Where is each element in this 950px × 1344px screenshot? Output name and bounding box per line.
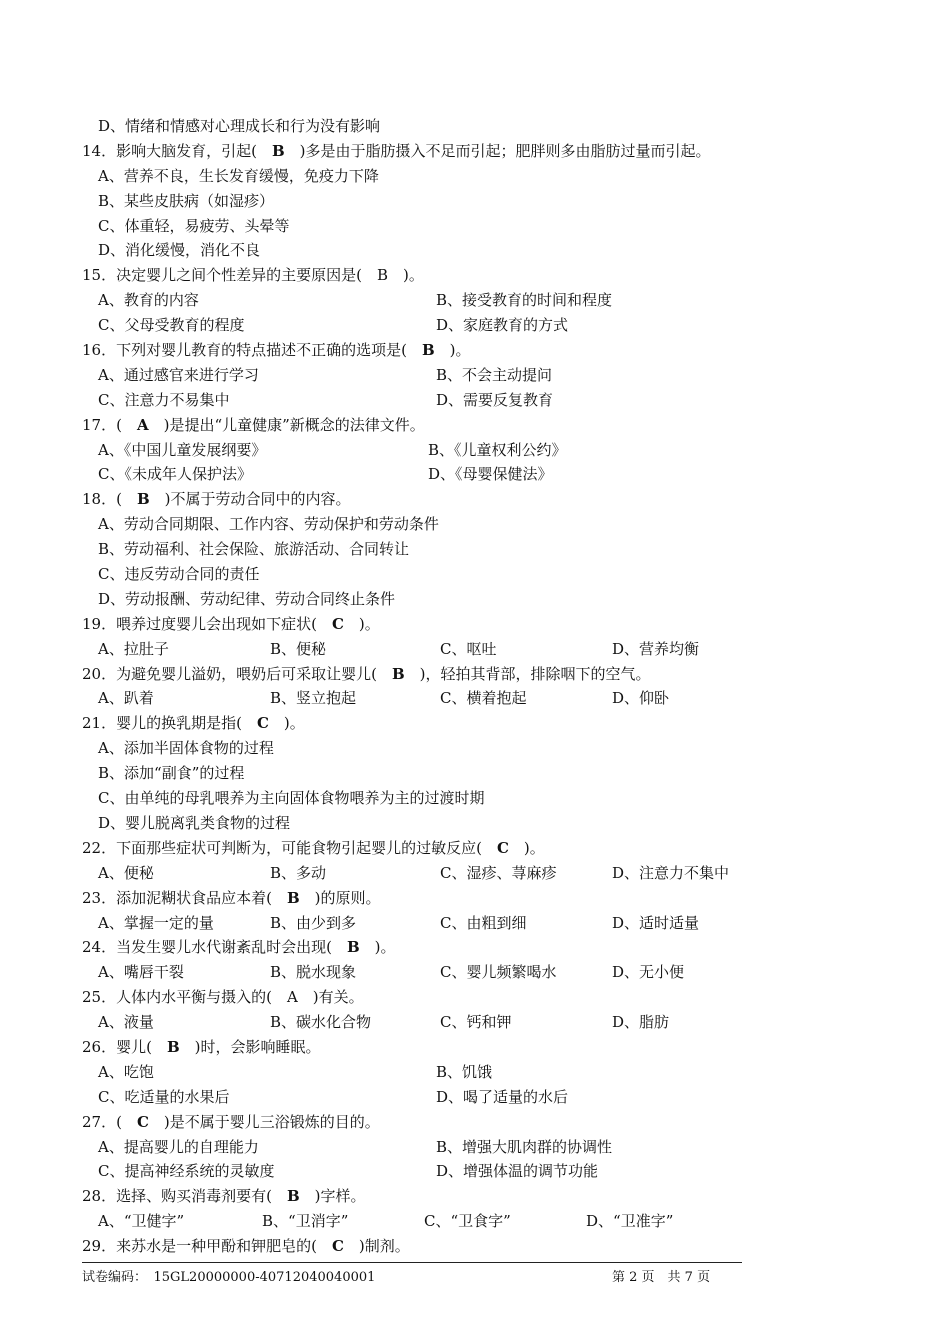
option-row bbox=[0, 189, 950, 214]
answer-key: B bbox=[376, 266, 388, 285]
option-item: C、《未成年人保护法》 bbox=[98, 465, 252, 484]
option-item: A、营养不良，生长发育缓慢，免疫力下降 bbox=[98, 166, 379, 185]
answer-key: C bbox=[496, 838, 509, 857]
option-item: A、“卫健字” bbox=[98, 1212, 185, 1231]
option-item: C、体重轻，易疲劳、头晕等 bbox=[98, 216, 290, 235]
option-row bbox=[0, 786, 950, 811]
answer-key: B bbox=[391, 664, 405, 683]
option-item: B、增强大肌肉群的协调性 bbox=[436, 1137, 613, 1156]
option-item: C、注意力不易集中 bbox=[98, 390, 230, 409]
option-row bbox=[0, 164, 950, 189]
option-row bbox=[0, 1085, 950, 1110]
option-item: D、脂肪 bbox=[612, 1013, 670, 1032]
option-item: C、父母受教育的程度 bbox=[98, 316, 245, 335]
question-text-tail: )。 bbox=[508, 838, 545, 857]
option-row bbox=[0, 811, 950, 836]
question-text: 23．添加泥糊状食品应本着( bbox=[82, 888, 287, 907]
option-item: A、教育的内容 bbox=[98, 291, 199, 310]
answer-key: B bbox=[286, 888, 300, 907]
question-line bbox=[0, 612, 950, 637]
question-line bbox=[0, 338, 950, 363]
option-item: B、添加“副食”的过程 bbox=[98, 764, 245, 783]
question-text-tail: )的原则。 bbox=[299, 888, 381, 907]
question-text: 17．( bbox=[82, 415, 137, 434]
option-item: A、嘴唇干裂 bbox=[98, 963, 184, 982]
answer-key: B bbox=[271, 141, 285, 160]
option-item: B、多动 bbox=[270, 863, 327, 882]
option-row bbox=[0, 562, 950, 587]
option-item: B、“卫消字” bbox=[262, 1212, 349, 1231]
option-row bbox=[0, 462, 950, 487]
question-line bbox=[0, 836, 950, 861]
question-text-tail: )。 bbox=[359, 938, 396, 957]
option-item: A、吃饱 bbox=[98, 1062, 154, 1081]
question-line bbox=[0, 662, 950, 687]
option-item: D、《母婴保健法》 bbox=[428, 465, 553, 484]
option-row bbox=[0, 363, 950, 388]
option-row bbox=[0, 736, 950, 761]
option-item: B、由少到多 bbox=[270, 913, 357, 932]
option-item: B、某些皮肤病（如湿疹） bbox=[98, 191, 275, 210]
option-item: D、家庭教育的方式 bbox=[436, 316, 569, 335]
question-text-tail: )。 bbox=[343, 614, 380, 633]
question-text: 21．婴儿的换乳期是指( bbox=[82, 714, 257, 733]
option-item: D、适时适量 bbox=[612, 913, 700, 932]
question-text-tail: )多是由于脂肪摄入不足而引起；肥胖则多由脂肪过量而引起。 bbox=[284, 141, 711, 160]
option-item: B、《儿童权利公约》 bbox=[428, 440, 567, 459]
question-text: 16．下列对婴儿教育的特点描述不正确的选项是( bbox=[82, 341, 422, 360]
option-item: B、脱水现象 bbox=[270, 963, 357, 982]
option-item: D、“卫准字” bbox=[586, 1212, 674, 1231]
option-item: A、提高婴儿的自理能力 bbox=[98, 1137, 259, 1156]
option-item: D、喝了适量的水后 bbox=[436, 1087, 569, 1106]
question-text-tail: )。 bbox=[268, 714, 305, 733]
option-row bbox=[0, 686, 950, 711]
answer-key: C bbox=[331, 1237, 344, 1256]
answer-key: C bbox=[256, 714, 269, 733]
answer-key: A bbox=[136, 415, 149, 434]
question-line bbox=[0, 1234, 950, 1259]
question-line bbox=[0, 886, 950, 911]
question-text: 18．( bbox=[82, 490, 137, 509]
option-row bbox=[0, 761, 950, 786]
option-item: C、横着抱起 bbox=[440, 689, 527, 708]
option-item: D、仰卧 bbox=[612, 689, 670, 708]
option-item: D、消化缓慢，消化不良 bbox=[98, 241, 261, 260]
option-item: B、便秘 bbox=[270, 639, 327, 658]
option-item: D、无小便 bbox=[612, 963, 685, 982]
question-text: 28．选择、购买消毒剂要有( bbox=[82, 1187, 287, 1206]
question-text-tail: )，轻拍其背部，排除咽下的空气。 bbox=[404, 664, 651, 683]
answer-key: B bbox=[346, 938, 360, 957]
question-text-tail: )制剂。 bbox=[343, 1237, 410, 1256]
option-item: B、碳水化合物 bbox=[270, 1013, 372, 1032]
option-row bbox=[0, 438, 950, 463]
question-line bbox=[0, 1110, 950, 1135]
option-item: D、营养均衡 bbox=[612, 639, 700, 658]
option-row bbox=[0, 114, 950, 139]
question-text: 22．下面那些症状可判断为，可能食物引起婴儿的过敏反应( bbox=[82, 838, 497, 857]
question-line bbox=[0, 711, 950, 736]
question-text-tail: )是提出“儿童健康”新概念的法律文件。 bbox=[148, 415, 425, 434]
question-line bbox=[0, 487, 950, 512]
question-text: 20．为避免婴儿溢奶，喂奶后可采取让婴儿( bbox=[82, 664, 392, 683]
option-row bbox=[0, 512, 950, 537]
answer-key: A bbox=[286, 988, 298, 1007]
option-row bbox=[0, 288, 950, 313]
question-list bbox=[0, 114, 950, 1259]
option-item: C、“卫食字” bbox=[424, 1212, 511, 1231]
option-item: C、婴儿频繁喝水 bbox=[440, 963, 557, 982]
option-item: A、添加半固体食物的过程 bbox=[98, 739, 274, 758]
option-row bbox=[0, 960, 950, 985]
option-row bbox=[0, 388, 950, 413]
question-text-tail: )字样。 bbox=[299, 1187, 366, 1206]
option-item: D、增强体温的调节功能 bbox=[436, 1162, 599, 1181]
option-item: D、注意力不集中 bbox=[612, 863, 730, 882]
option-item: D、劳动报酬、劳动纪律、劳动合同终止条件 bbox=[98, 589, 396, 608]
option-item: C、吃适量的水果后 bbox=[98, 1087, 230, 1106]
question-text-tail: )。 bbox=[434, 341, 471, 360]
question-text: 14．影响大脑发育，引起( bbox=[82, 141, 272, 160]
option-row bbox=[0, 238, 950, 263]
question-text: 25．人体内水平衡与摄入的( bbox=[82, 988, 287, 1007]
option-item: A、液量 bbox=[98, 1013, 154, 1032]
option-row bbox=[0, 1010, 950, 1035]
option-item: A、劳动合同期限、工作内容、劳动保护和劳动条件 bbox=[98, 515, 439, 534]
question-text-tail: )有关。 bbox=[297, 988, 364, 1007]
option-item: C、由单纯的母乳喂养为主向固体食物喂养为主的过渡时期 bbox=[98, 789, 485, 808]
question-text-tail: )不属于劳动合同中的内容。 bbox=[149, 490, 351, 509]
option-item: D、婴儿脱离乳类食物的过程 bbox=[98, 813, 291, 832]
option-row bbox=[0, 1060, 950, 1085]
option-item: A、《中国儿童发展纲要》 bbox=[98, 440, 267, 459]
question-text: 26．婴儿( bbox=[82, 1037, 167, 1056]
option-item: B、劳动福利、社会保险、旅游活动、合同转让 bbox=[98, 540, 410, 559]
question-text: 24．当发生婴儿水代谢紊乱时会出现( bbox=[82, 938, 347, 957]
question-line bbox=[0, 263, 950, 288]
answer-key: B bbox=[286, 1187, 300, 1206]
option-item: A、通过感官来进行学习 bbox=[98, 365, 259, 384]
question-line bbox=[0, 985, 950, 1010]
answer-key: C bbox=[136, 1112, 149, 1131]
option-item: C、呕吐 bbox=[440, 639, 497, 658]
option-row bbox=[0, 1209, 950, 1234]
question-text: 19．喂养过度婴儿会出现如下症状( bbox=[82, 614, 332, 633]
option-row bbox=[0, 587, 950, 612]
option-item: B、不会主动提问 bbox=[436, 365, 553, 384]
question-line bbox=[0, 935, 950, 960]
option-item: C、湿疹、荨麻疹 bbox=[440, 863, 557, 882]
option-item: C、违反劳动合同的责任 bbox=[98, 565, 260, 584]
option-item: D、情绪和情感对心理成长和行为没有影响 bbox=[98, 117, 381, 135]
question-text: 15．决定婴儿之间个性差异的主要原因是( bbox=[82, 266, 377, 285]
question-line bbox=[0, 1035, 950, 1060]
footer-divider bbox=[82, 1262, 742, 1263]
option-item: B、饥饿 bbox=[436, 1062, 493, 1081]
option-item: D、需要反复教育 bbox=[436, 390, 554, 409]
option-item: C、由粗到细 bbox=[440, 913, 527, 932]
question-text-tail: )。 bbox=[387, 266, 424, 285]
option-item: A、趴着 bbox=[98, 689, 154, 708]
answer-key: C bbox=[331, 614, 344, 633]
question-text-tail: )时，会影响睡眠。 bbox=[179, 1037, 321, 1056]
question-line bbox=[0, 139, 950, 164]
question-line bbox=[0, 1184, 950, 1209]
option-row bbox=[0, 861, 950, 886]
option-row bbox=[0, 313, 950, 338]
question-text-tail: )是不属于婴儿三浴锻炼的目的。 bbox=[148, 1112, 380, 1131]
option-item: B、接受教育的时间和程度 bbox=[436, 291, 613, 310]
question-text: 29．来苏水是一种甲酚和钾肥皂的( bbox=[82, 1237, 332, 1256]
option-item: A、掌握一定的量 bbox=[98, 913, 214, 932]
question-line bbox=[0, 413, 950, 438]
option-row bbox=[0, 911, 950, 936]
answer-key: B bbox=[166, 1037, 180, 1056]
page-number: 第 2 页 共 7 页 bbox=[612, 1270, 711, 1285]
option-item: C、提高神经系统的灵敏度 bbox=[98, 1162, 275, 1181]
option-row bbox=[0, 214, 950, 239]
option-item: B、竖立抱起 bbox=[270, 689, 357, 708]
option-item: A、拉肚子 bbox=[98, 639, 169, 658]
option-item: C、钙和钾 bbox=[440, 1013, 512, 1032]
option-row bbox=[0, 1135, 950, 1160]
option-row bbox=[0, 1159, 950, 1184]
answer-key: B bbox=[136, 490, 150, 509]
exam-code: 试卷编码： 15GL20000000-40712040040001 bbox=[82, 1270, 376, 1285]
option-row bbox=[0, 537, 950, 562]
question-text: 27．( bbox=[82, 1112, 137, 1131]
answer-key: B bbox=[421, 341, 435, 360]
option-item: A、便秘 bbox=[98, 863, 154, 882]
option-row bbox=[0, 637, 950, 662]
